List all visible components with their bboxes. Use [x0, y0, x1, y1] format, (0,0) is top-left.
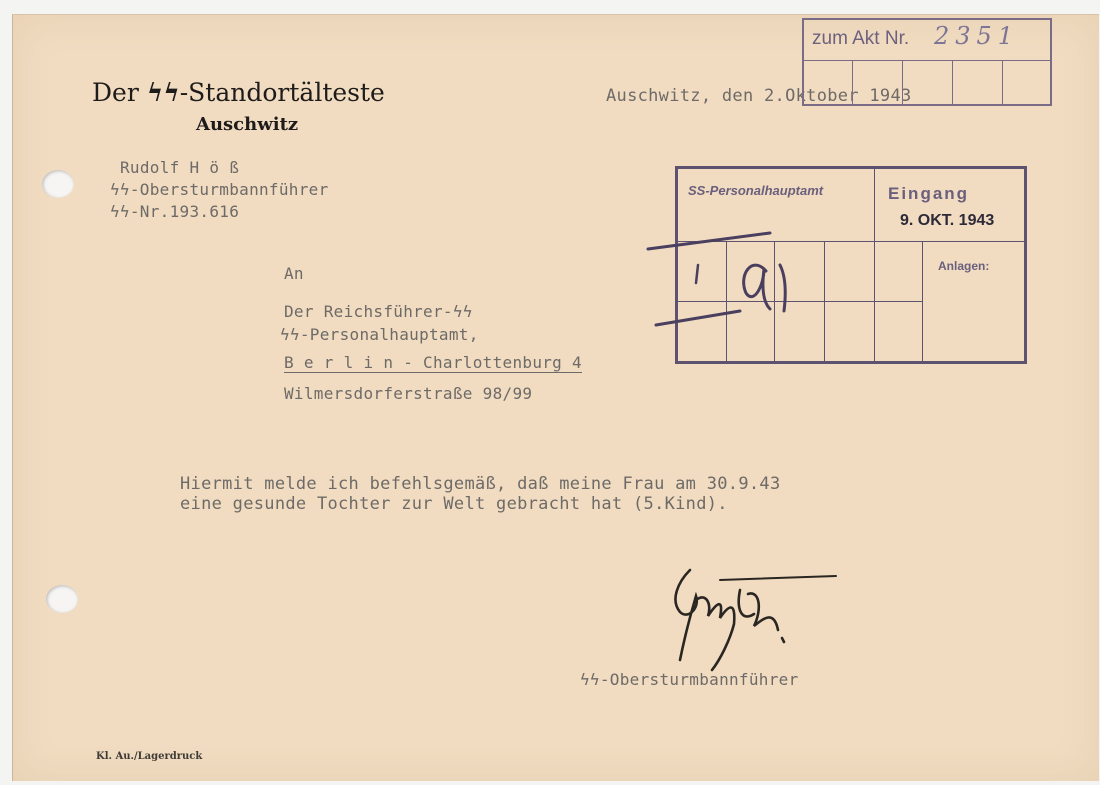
- handwritten-signature: [650, 560, 850, 680]
- letterhead-line2: Auschwitz: [196, 114, 299, 135]
- letter-paper: [12, 14, 1099, 781]
- letterhead-title: -Standortälteste: [179, 78, 385, 107]
- stamp-grid-line: [874, 169, 875, 241]
- signature-rank: -Obersturmbannführer: [599, 670, 799, 689]
- stamp-grid-line: [852, 60, 853, 104]
- handwritten-stamp-number: a1: [640, 225, 642, 226]
- recipient-city: B e r l i n - Charlottenburg 4: [284, 353, 582, 372]
- letterhead-prefix: Der: [92, 78, 139, 107]
- ss-rune-icon: ϟϟ: [146, 78, 180, 107]
- stamp-grid-line: [902, 60, 903, 104]
- sender-rank: -Obersturmbannführer: [129, 180, 329, 199]
- stamp-grid-line: [1002, 60, 1003, 104]
- body-line2: eine gesunde Tochter zur Welt gebracht hat (5.Kind).: [180, 494, 728, 514]
- recipient-line1-row: [284, 302, 473, 321]
- stamp-grid-line: [952, 60, 953, 104]
- print-footer: Kl. Au./Lagerdruck: [96, 751, 203, 762]
- ss-rune-icon: ϟϟ: [110, 202, 130, 221]
- recipient-an: An: [284, 264, 304, 283]
- recipient-line2: -Personalhauptamt,: [299, 325, 479, 344]
- file-number-label: zum Akt Nr.: [812, 28, 910, 49]
- sender-rank-line: [110, 180, 329, 199]
- stamp-eingang-label: Eingang: [888, 184, 970, 203]
- file-number-stamp: [802, 18, 1052, 106]
- handwritten-stamp-marks: [640, 225, 840, 345]
- punch-hole-bottom: [46, 585, 78, 613]
- ss-rune-icon: ϟϟ: [110, 180, 130, 199]
- stamp-divider: [804, 60, 1050, 61]
- sender-number-line: [110, 202, 239, 221]
- ss-rune-icon: ϟϟ: [580, 670, 600, 689]
- stamp-office: SS-Personalhauptamt: [688, 183, 824, 198]
- stamp-grid-line: [874, 241, 875, 361]
- body-line1: Hiermit melde ich befehlsgemäß, daß meine Frau am 30.9.43: [180, 474, 781, 494]
- recipient-line1: Der Reichsführer-: [284, 302, 453, 321]
- punch-hole-top: [42, 170, 74, 198]
- recipient-line2-row: [280, 325, 479, 344]
- ss-rune-icon: ϟϟ: [280, 325, 300, 344]
- file-number-value: 2351: [934, 22, 1020, 50]
- letterhead-line1: [92, 78, 385, 107]
- place-date: Auschwitz, den 2.Oktober 1943: [606, 86, 912, 106]
- stamp-anlagen-label: Anlagen:: [938, 259, 990, 273]
- signature-rank-line: [580, 670, 799, 689]
- ss-rune-icon: ϟϟ: [452, 302, 473, 321]
- recipient-street: Wilmersdorferstraße 98/99: [284, 384, 533, 403]
- stamp-received-date: 9. OKT. 1943: [900, 212, 995, 229]
- stamp-grid-line: [922, 241, 923, 361]
- sender-number: -Nr.193.616: [129, 202, 240, 221]
- sender-name: Rudolf H ö ß: [120, 158, 240, 177]
